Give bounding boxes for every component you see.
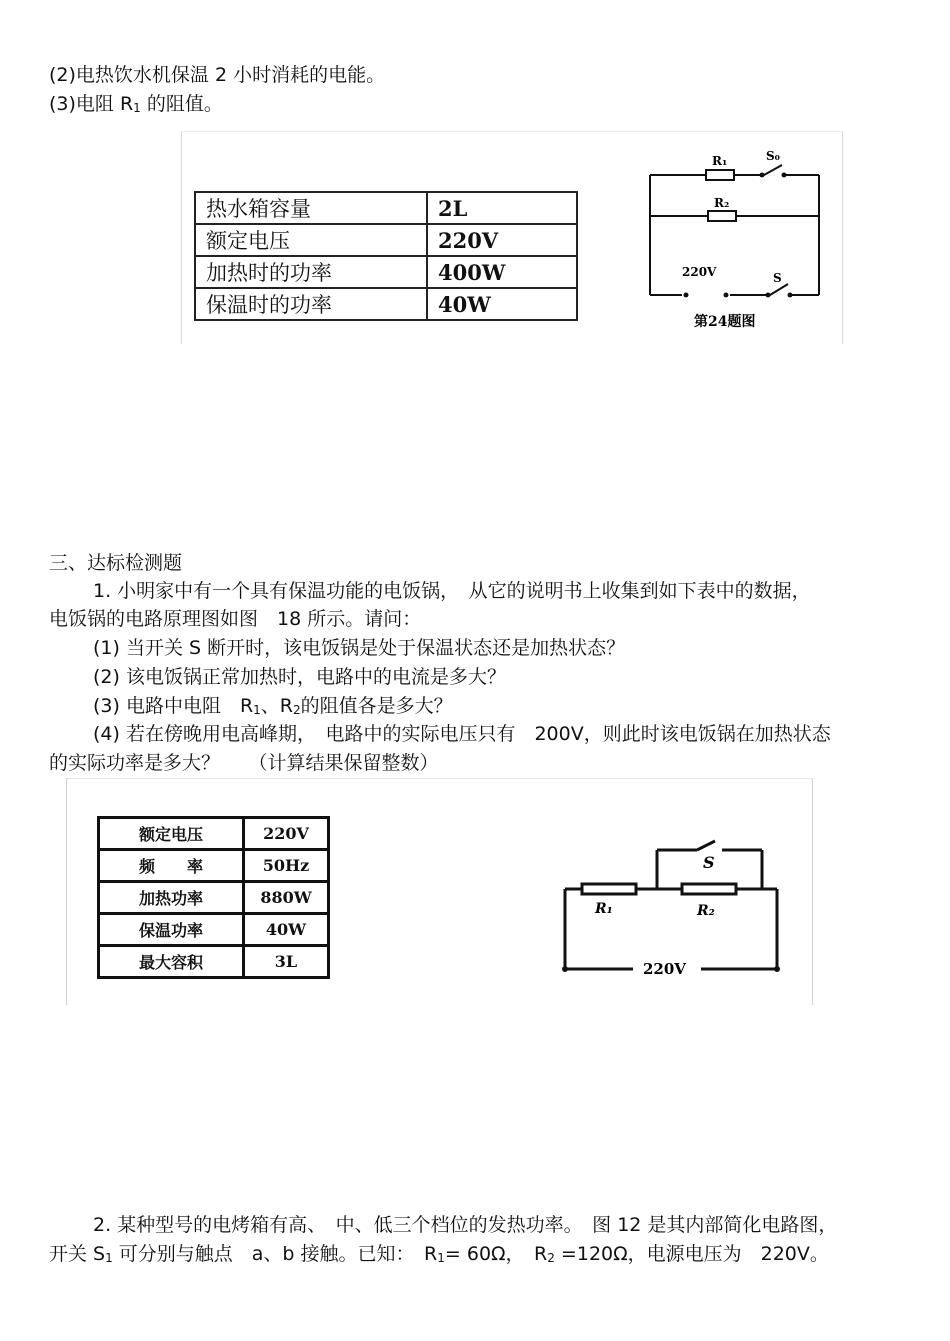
circuit-diagram-1 xyxy=(642,132,842,344)
table-cell-value: 400W xyxy=(427,256,577,288)
table-cell-value: 880W xyxy=(244,882,329,914)
question-3-prefix: (3)电阻 R xyxy=(49,93,134,115)
table-row xyxy=(99,818,329,850)
problem-2-part-d: =120Ω，电源电压为 220V。 xyxy=(554,1243,829,1265)
voltage-label: 220V xyxy=(682,265,717,279)
table-row xyxy=(99,914,329,946)
table-row xyxy=(195,192,577,224)
voltage-label: 220V xyxy=(643,960,686,978)
switch-s-label: S xyxy=(703,853,715,872)
subscript: 1 xyxy=(133,101,141,115)
sub-question-3 xyxy=(93,694,453,722)
section-heading: 三、达标检测题 xyxy=(49,552,183,574)
table-cell-label: 保温时的功率 xyxy=(195,288,427,320)
table-row xyxy=(195,288,577,320)
table-cell-value: 220V xyxy=(427,224,577,256)
table-row xyxy=(99,946,329,978)
table-cell-value: 40W xyxy=(244,914,329,946)
figure-2 xyxy=(66,778,813,1005)
question-3-suffix: 的阻值。 xyxy=(140,93,223,115)
sub-question-4-line-2: 的实际功率是多大？ （计算结果保留整数） xyxy=(49,752,439,774)
resistor-r1-label: R₁ xyxy=(712,154,728,168)
sub-question-3-prefix: (3) 电路中电阻 R xyxy=(93,695,254,717)
table-cell-value: 2L xyxy=(427,192,577,224)
table-cell-label: 加热功率 xyxy=(99,882,244,914)
problem-2-part-b: 可分别与触点 a、b 接触。已知： R xyxy=(112,1243,438,1265)
switch-s-label: S xyxy=(773,271,782,285)
table-cell-label: 额定电压 xyxy=(99,818,244,850)
table-row xyxy=(195,256,577,288)
figure-caption: 第24题图 xyxy=(694,314,756,330)
table-row xyxy=(99,850,329,882)
table-cell-value: 50Hz xyxy=(244,850,329,882)
sub-question-3-middle: 、R xyxy=(260,695,293,717)
problem-2-part-a: 开关 S xyxy=(49,1243,106,1265)
sub-question-4-line-1: (4) 若在傍晚用电高峰期， 电路中的实际电压只有 200V，则此时该电饭锅在加热状态 xyxy=(93,723,831,745)
problem-1-text-line-2: 电饭锅的电路原理图如图 18 所示。请问： xyxy=(49,608,422,630)
rice-cooker-spec-table xyxy=(97,816,330,979)
table-cell-label: 热水箱容量 xyxy=(195,192,427,224)
sub-question-3-suffix: 的阻值各是多大？ xyxy=(300,695,453,717)
resistor-r2-label: R₂ xyxy=(714,196,730,210)
subscript: 1 xyxy=(253,703,261,717)
figure-1 xyxy=(181,131,843,344)
problem-2-text-line-2 xyxy=(49,1242,829,1270)
table-row xyxy=(195,224,577,256)
table-cell-label: 保温功率 xyxy=(99,914,244,946)
table-cell-value: 220V xyxy=(244,818,329,850)
table-row xyxy=(99,882,329,914)
resistor-r2-label: R₂ xyxy=(697,903,715,919)
table-cell-label: 额定电压 xyxy=(195,224,427,256)
subscript: 1 xyxy=(437,1251,445,1265)
table-cell-value: 3L xyxy=(244,946,329,978)
switch-s0-label: S₀ xyxy=(766,149,780,163)
subscript: 1 xyxy=(105,1251,113,1265)
table-cell-label: 频 率 xyxy=(99,850,244,882)
circuit-diagram-2 xyxy=(557,839,797,979)
problem-2-text-line-1: 2. 某种型号的电烤箱有高、 中、低三个档位的发热功率。 图 12 是其内部简化电路图， xyxy=(93,1214,838,1236)
subscript: 2 xyxy=(293,703,301,717)
question-3-text xyxy=(49,92,223,120)
problem-1-text-line-1: 1. 小明家中有一个具有保温功能的电饭锅， 从它的说明书上收集到如下表中的数据， xyxy=(93,580,811,602)
subscript: 2 xyxy=(547,1251,555,1265)
table-cell-label: 加热时的功率 xyxy=(195,256,427,288)
table-cell-label: 最大容积 xyxy=(99,946,244,978)
table-cell-value: 40W xyxy=(427,288,577,320)
resistor-r1-label: R₁ xyxy=(595,901,613,917)
water-dispenser-spec-table xyxy=(194,191,578,321)
question-2-text: (2)电热饮水机保温 2 小时消耗的电能。 xyxy=(49,64,386,86)
sub-question-2: (2) 该电饭锅正常加热时，电路中的电流是多大？ xyxy=(93,666,506,688)
sub-question-1: (1) 当开关 S 断开时，该电饭锅是处于保温状态还是加热状态？ xyxy=(93,637,626,659)
problem-2-part-c: = 60Ω， R xyxy=(444,1243,548,1265)
